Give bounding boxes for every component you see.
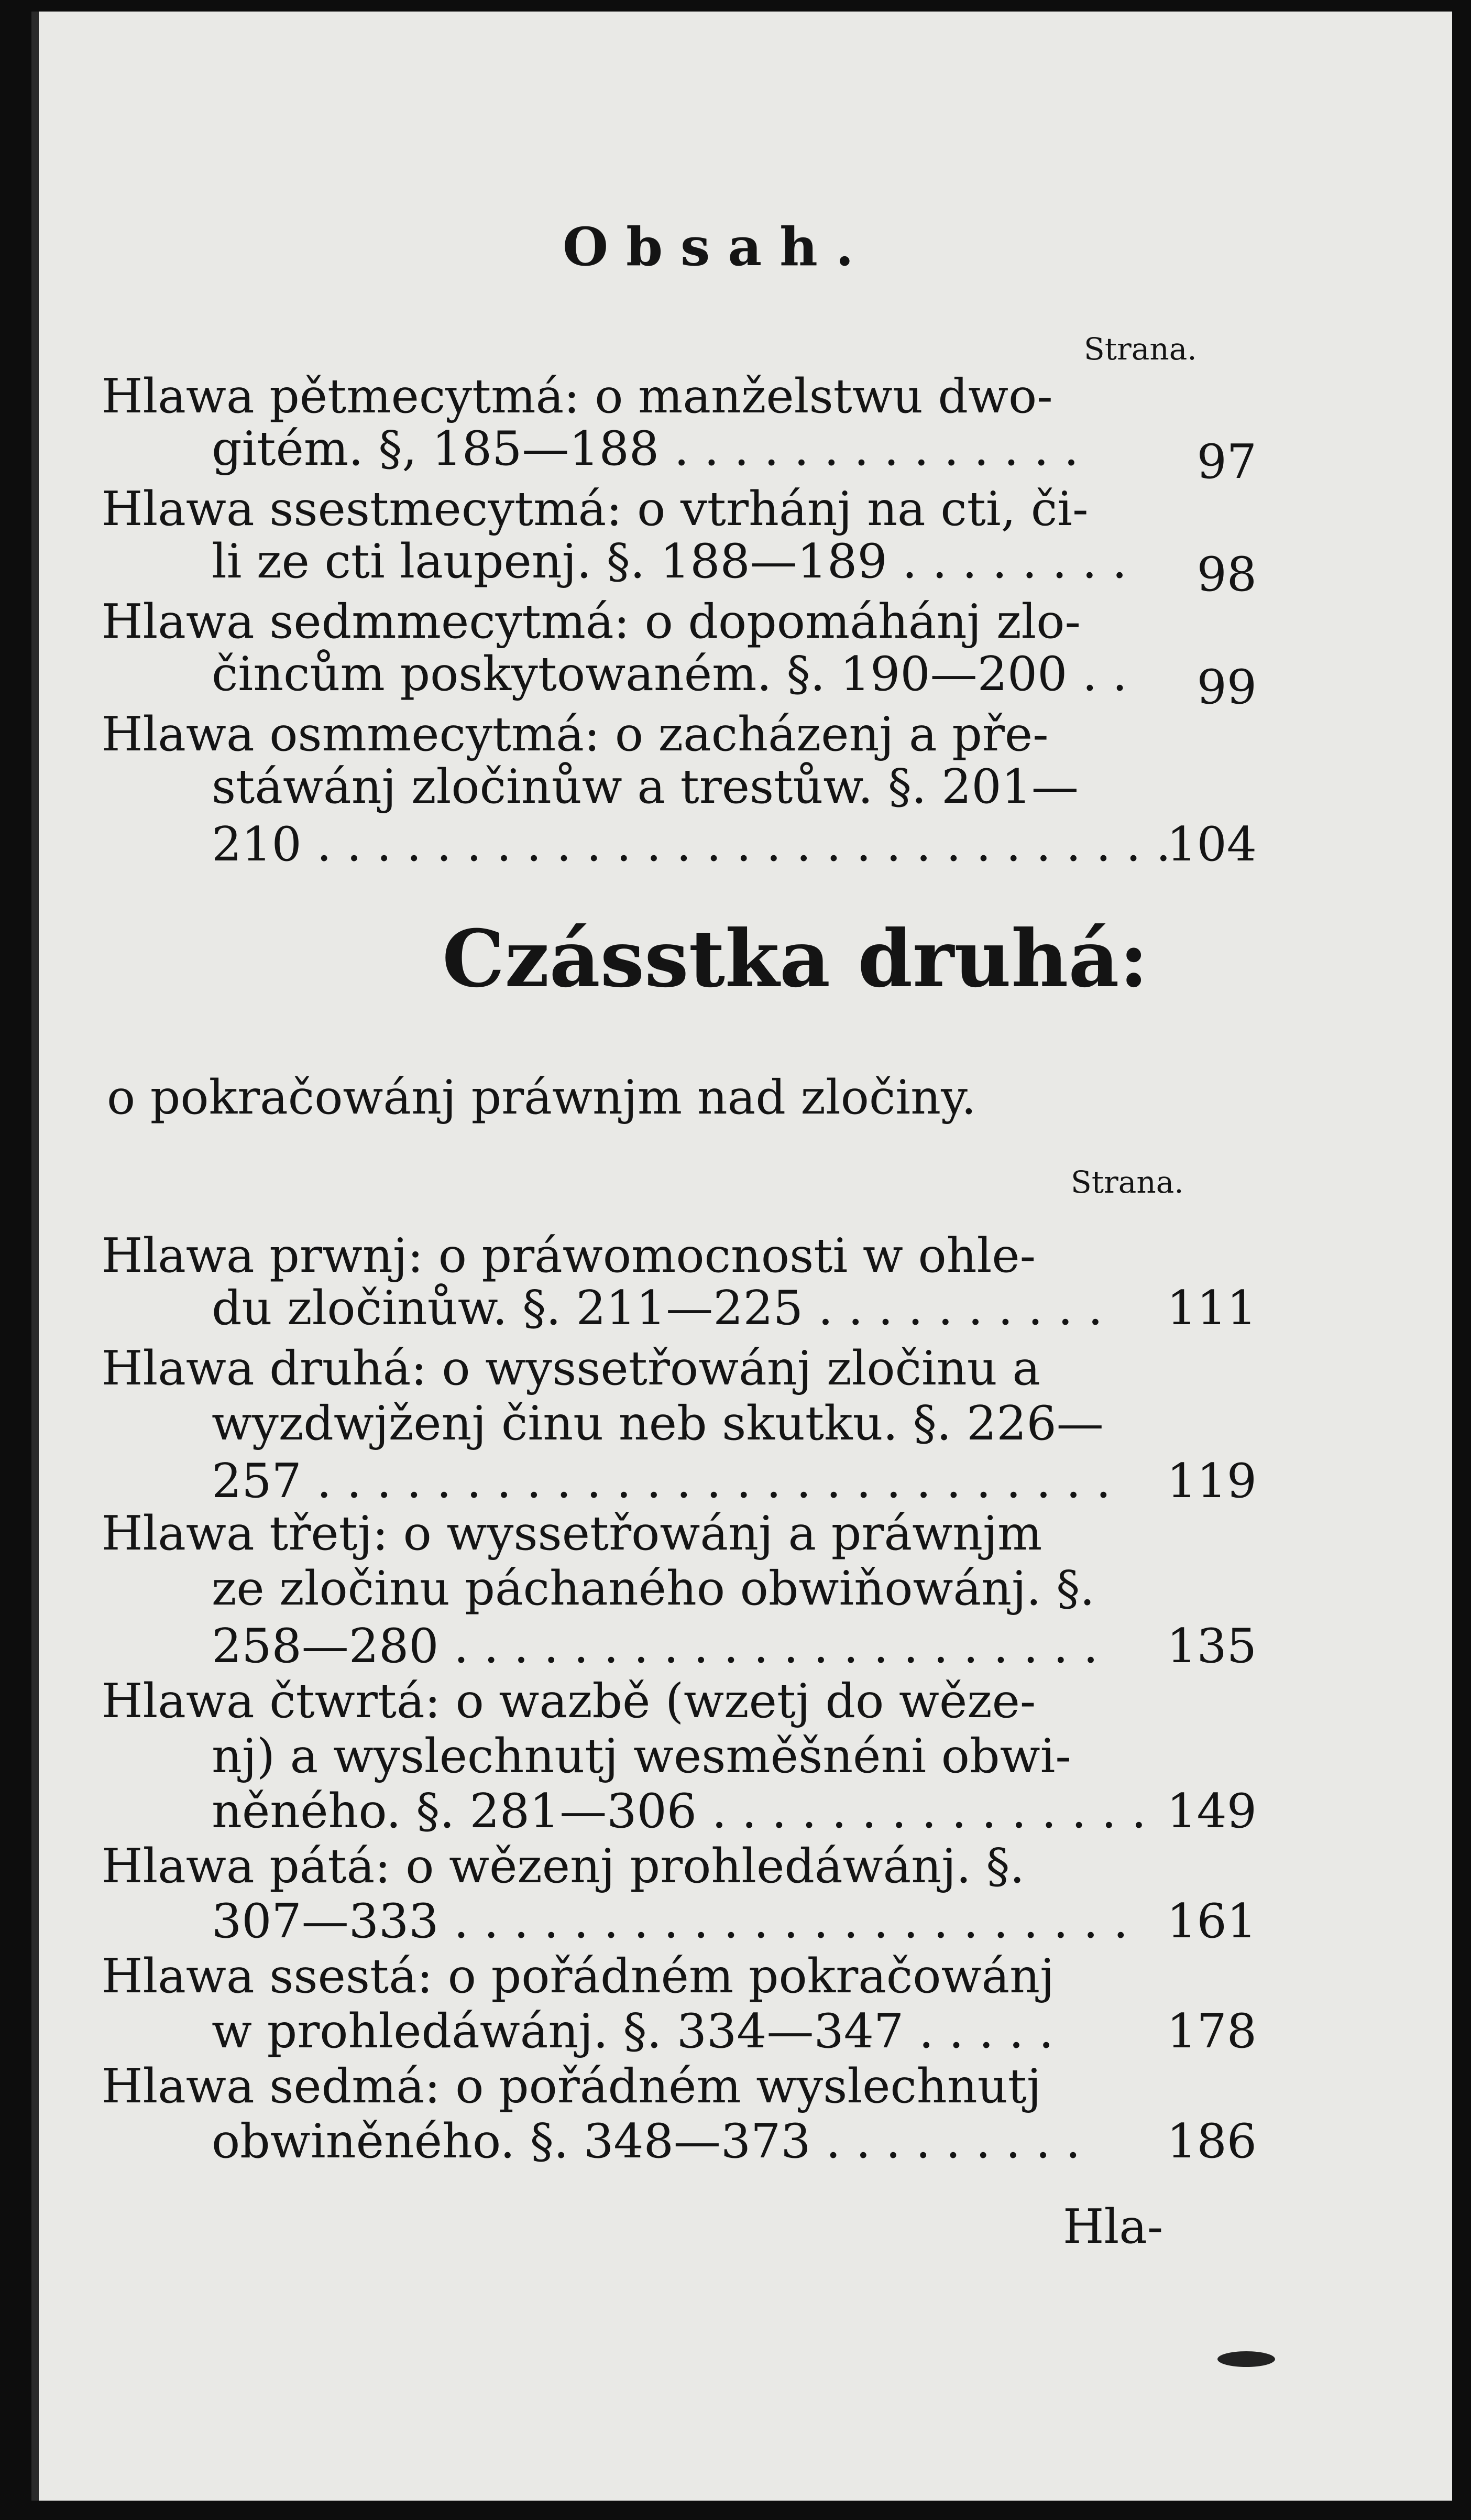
- ink-smudge: [1217, 2351, 1275, 2367]
- toc-entry-line: Hlawa ssestá: o pořádném pokračowánj: [102, 1949, 1055, 2004]
- book-page: [31, 12, 1452, 2501]
- catchword: Hla-: [1063, 2199, 1163, 2254]
- toc-entry-line: něného. §. 281—306 . . . . . . . . . . . . . . .: [212, 1784, 1147, 1839]
- toc-entry-line: Hlawa druhá: o wyssetřowánj zločinu a: [102, 1341, 1041, 1396]
- toc-page-number: 186: [1167, 2114, 1257, 2169]
- section-subtitle: o pokračowánj práwnjm nad zločiny.: [107, 1070, 976, 1125]
- section-heading: Czásstka druhá:: [442, 913, 1148, 1005]
- toc-entry-line: 257 . . . . . . . . . . . . . . . . . . . . . . . . . . .: [212, 1454, 1111, 1509]
- page-title: Obsah.: [563, 216, 872, 278]
- toc-entry-line: Hlawa třetj: o wyssetřowánj a práwnjm: [102, 1506, 1042, 1561]
- toc-page-number: 99: [1196, 660, 1257, 715]
- toc-entry-line: Hlawa pátá: o wězenj prohledáwánj. §.: [102, 1839, 1025, 1894]
- toc-entry-line: Hlawa ssestmecytmá: o vtrhánj na cti, či-: [102, 482, 1089, 537]
- page-column-header: Strana.: [1071, 1164, 1184, 1200]
- toc-entry-line: 258—280 . . . . . . . . . . . . . . . . . . . . . .: [212, 1619, 1099, 1674]
- toc-page-number: 149: [1167, 1784, 1257, 1839]
- toc-entry-line: Hlawa sedmmecytmá: o dopomáhánj zlo-: [102, 594, 1081, 649]
- toc-page-number: 178: [1167, 2004, 1257, 2059]
- toc-entry-line: li ze cti laupenj. §. 188—189 . . . . . . . .: [212, 534, 1127, 589]
- toc-entry-line: čincům poskytowaném. §. 190—200 . .: [212, 647, 1127, 702]
- page-column-header: Strana.: [1084, 331, 1197, 367]
- toc-entry-line: 307—333 . . . . . . . . . . . . . . . . . . . . . . .: [212, 1894, 1128, 1949]
- toc-page-number: 161: [1167, 1894, 1257, 1949]
- toc-entry-line: wyzdwjženj činu neb skutku. §. 226—: [212, 1396, 1104, 1451]
- toc-page-number: 104: [1167, 817, 1257, 872]
- toc-entry-line: gitém. §, 185—188 . . . . . . . . . . . . . .: [212, 421, 1079, 476]
- toc-entry-line: ze zločinu páchaného obwiňowánj. §.: [212, 1561, 1095, 1616]
- toc-page-number: 98: [1196, 547, 1257, 602]
- toc-entry-line: du zločinůw. §. 211—225 . . . . . . . . . .: [212, 1281, 1103, 1336]
- toc-entry-line: stáwánj zločinůw a trestůw. §. 201—: [212, 759, 1079, 814]
- toc-entry-line: 210 . . . . . . . . . . . . . . . . . . . . . . . . . . . . .: [212, 817, 1171, 872]
- toc-entry-line: Hlawa čtwrtá: o wazbě (wzetj do wěze-: [102, 1674, 1036, 1729]
- toc-entry-line: w prohledáwánj. §. 334—347 . . . . .: [212, 2004, 1054, 2059]
- toc-page-number: 111: [1167, 1281, 1257, 1336]
- toc-page-number: 119: [1167, 1454, 1257, 1509]
- toc-entry-line: nj) a wyslechnutj wesměšnéni obwi-: [212, 1729, 1071, 1784]
- toc-page-number: 135: [1167, 1619, 1257, 1674]
- toc-entry-line: Hlawa sedmá: o pořádném wyslechnutj: [102, 2059, 1041, 2114]
- toc-page-number: 97: [1196, 434, 1257, 489]
- toc-entry-line: Hlawa prwnj: o práwomocnosti w ohle-: [102, 1228, 1036, 1283]
- toc-entry-line: Hlawa pětmecytmá: o manželstwu dwo-: [102, 369, 1053, 424]
- toc-entry-line: Hlawa osmmecytmá: o zacházenj a pře-: [102, 707, 1049, 762]
- toc-entry-line: obwiněného. §. 348—373 . . . . . . . . .: [212, 2114, 1081, 2169]
